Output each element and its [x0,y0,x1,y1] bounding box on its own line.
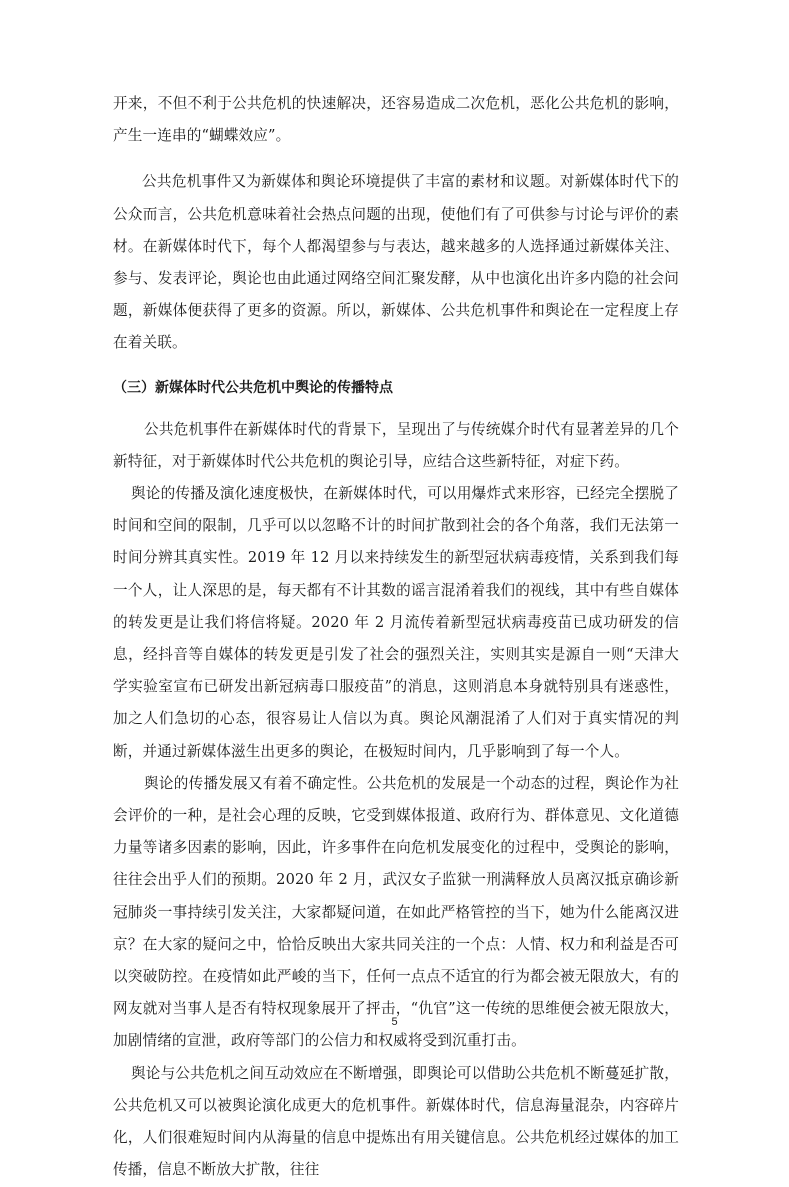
paragraph-spread-speed: 舆论的传播及演化速度极快，在新媒体时代，可以用爆炸式来形容，已经完全摆脱了时间和空间的限制，几乎可以以忽略不计的时间扩散到社会的各个角落，我们无法第一时间分辨其真实性。2019 年 12 月以来持续发生的新型冠状病毒疫情，关系到我们每一个人，让人深思的是，每天都有不计其数的谣言混淆着我们的视线，其中有些自媒体的转发更是让我们将信将疑。2020 年 2 月流传着新型冠状病毒疫苗已成功研发的信息，经抖音等自媒体的转发更是引发了社会的强烈关注，实则其实是源自一则“天津大学实验室宣布已研发出新冠病毒口服疫苗”的消息，这则消息本身就特别具有迷惑性，加之人们急切的心态，很容易让人信以为真。舆论风潮混淆了人们对于真实情况的判断，并通过新媒体滋生出更多的舆论，在极短时间内，几乎影响到了每一个人。 [113,485,679,760]
page-number: 5 [391,1016,398,1028]
paragraph-continuation: 开来，不但不利于公共危机的快速解决，还容易造成二次危机，恶化公共危机的影响，产生一连串的“蝴蝶效应”。 [113,95,679,145]
paragraph-uncertainty: 舆论的传播发展又有着不确定性。公共危机的发展是一个动态的过程，舆论作为社会评价的一种，是社会心理的反映，它受到媒体报道、政府行为、群体意见、文化道德力量等诸多因素的影响，因此，许多事件在向危机发展变化的过程中，受舆论的影响，往往会出乎人们的预期。2020 年 2 月，武汉女子监狱一刑满释放人员离汉抵京确诊新冠肺炎一事持续引发关注，大家都疑问道，在如此严格管控的当下，她为什么能离汉进京？在大家的疑问之中，恰恰反映出大家共同关注的一个点：人情、权力和利益是否可以突破防控。在疫情如此严峻的当下，任何一点点不适宜的行为都会被无限放大，有的网友就对当事人是否有特权现象展开了抨击，“仇官”这一传统的思维便会被无限放大，加剧情绪的宣泄，政府等部门的公信力和权威将受到沉重打击。 [113,774,679,1050]
paragraph-media-and-opinion: 公共危机事件又为新媒体和舆论环境提供了丰富的素材和议题。对新媒体时代下的公众而言，公共危机意味着社会热点问题的出现，使他们有了可供参与讨论与评价的素材。在新媒体时代下，每个人都渴望参与与表达，越来越多的人选择通过新媒体关注、参与、发表评论，舆论也由此通过网络空间汇聚发酵，从中也演化出许多内隐的社会问题，新媒体便获得了更多的资源。所以，新媒体、公共危机事件和舆论在一定程度上存在着关联。 [113,173,679,352]
section-heading: （三）新媒体时代公共危机中舆论的传播特点 [113,379,393,396]
paragraph-interaction-effect: 舆论与公共危机之间互动效应在不断增强，即舆论可以借助公共危机不断蔓延扩散，公共危机又可以被舆论演化成更大的危机事件。新媒体时代，信息海量混杂，内容碎片化，人们很难短时间内从海量的信息中提炼出有用关键信息。公共危机经过媒体的加工传播，信息不断放大扩散，往往 [113,1064,679,1179]
paragraph-new-features: 公共危机事件在新媒体时代的背景下，呈现出了与传统媒介时代有显著差异的几个新特征，对于新媒体时代公共危机的舆论引导，应结合这些新特征，对症下药。 [113,420,679,470]
